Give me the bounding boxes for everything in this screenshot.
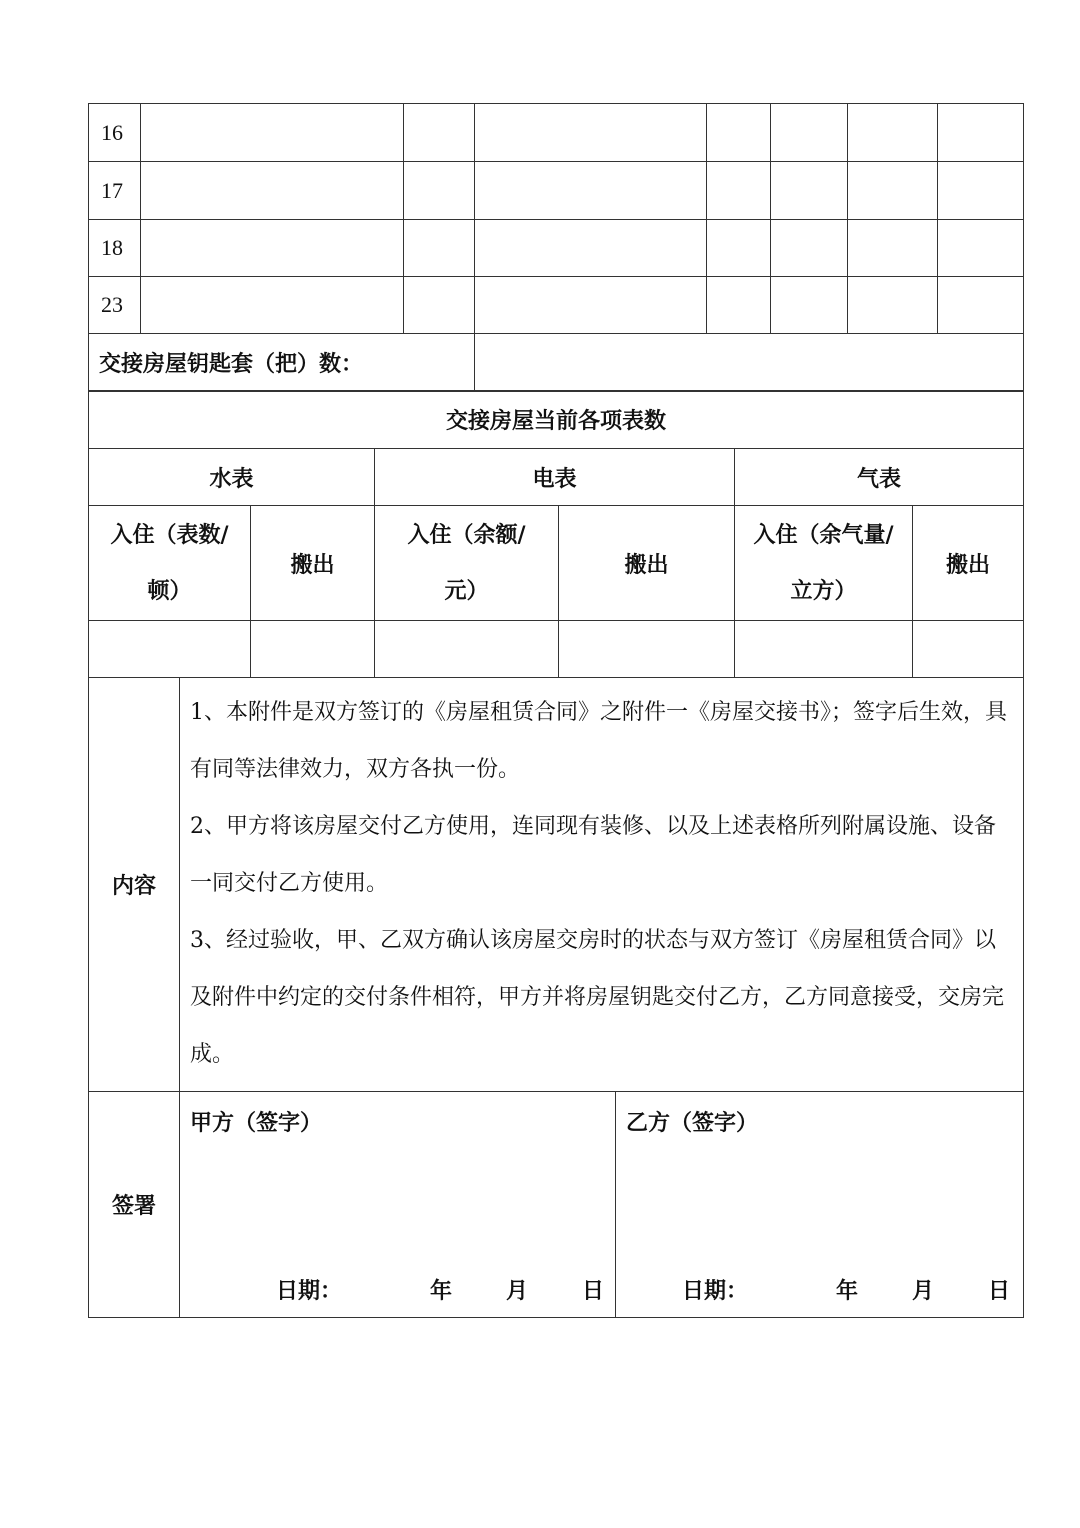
item-cell[interactable]: [475, 104, 707, 162]
row-number: 17: [89, 162, 141, 220]
keys-row: [89, 334, 1024, 392]
content-paragraph-3: 3、经过验收，甲、乙双方确认该房屋交房时的状态与双方签订《房屋租赁合同》以及附件中约定的交付条件相符，甲方并将房屋钥匙交付乙方，乙方同意接受，交房完成。: [190, 928, 1005, 1067]
electric-in-value[interactable]: [375, 621, 559, 678]
electric-out-header: 搬出: [559, 506, 735, 621]
meters-header-row: [89, 449, 1024, 506]
content-label: 内容: [89, 678, 180, 1092]
water-out-header: 搬出: [251, 506, 375, 621]
party-b-year: 年: [836, 1278, 859, 1304]
keys-label: 交接房屋钥匙套（把）数：: [89, 334, 475, 392]
item-cell[interactable]: [141, 104, 404, 162]
party-b-day: 日: [988, 1278, 1011, 1304]
item-cell[interactable]: [404, 277, 475, 334]
table-row: [89, 104, 1024, 162]
party-a-signature-area[interactable]: [180, 1092, 616, 1318]
item-cell[interactable]: [707, 220, 771, 277]
content-paragraph-2: 2、甲方将该房屋交付乙方使用，连同现有装修、以及上述表格所列附属设施、设备一同交付乙方使用。: [190, 814, 996, 896]
keys-value[interactable]: [475, 334, 1024, 392]
item-cell[interactable]: [141, 277, 404, 334]
party-b-signature-area[interactable]: [616, 1092, 1024, 1318]
item-cell[interactable]: [771, 104, 848, 162]
item-cell[interactable]: [938, 220, 1024, 277]
meters-table: [88, 390, 1024, 678]
gas-out-header: 搬出: [913, 506, 1024, 621]
party-a-year: 年: [430, 1278, 453, 1304]
gas-out-value[interactable]: [913, 621, 1024, 678]
item-cell[interactable]: [938, 104, 1024, 162]
item-cell[interactable]: [475, 162, 707, 220]
item-cell[interactable]: [707, 162, 771, 220]
signature-row: [89, 1092, 1024, 1318]
electric-in-header-line1: 入住（余额/: [407, 522, 526, 548]
water-in-value[interactable]: [89, 621, 251, 678]
party-b-title: 乙方（签字）: [626, 1110, 759, 1136]
table-row: [89, 220, 1024, 277]
row-number: 16: [89, 104, 141, 162]
party-a-title: 甲方（签字）: [190, 1110, 323, 1136]
meters-subheader-row: [89, 506, 1024, 621]
item-cell[interactable]: [141, 162, 404, 220]
item-cell[interactable]: [938, 162, 1024, 220]
table-row: [89, 162, 1024, 220]
item-cell[interactable]: [938, 277, 1024, 334]
electric-meter-header: 电表: [375, 449, 735, 506]
content-body: [180, 678, 1024, 1092]
item-cell[interactable]: [848, 220, 938, 277]
water-in-header-line1: 入住（表数/: [110, 522, 229, 548]
items-table-block: [88, 103, 1023, 392]
water-in-header-line2: 顿）: [147, 578, 192, 604]
electric-in-header: [375, 506, 559, 621]
gas-in-header-line2: 立方）: [790, 578, 857, 604]
water-in-header: [89, 506, 251, 621]
table-row: [89, 277, 1024, 334]
party-a-month: 月: [506, 1278, 529, 1304]
item-cell[interactable]: [707, 104, 771, 162]
signature-label: 签署: [89, 1092, 180, 1318]
gas-in-value[interactable]: [735, 621, 913, 678]
item-cell[interactable]: [707, 277, 771, 334]
item-cell[interactable]: [475, 220, 707, 277]
item-cell[interactable]: [141, 220, 404, 277]
party-b-month: 月: [912, 1278, 935, 1304]
party-a-date-label: 日期：: [276, 1278, 343, 1304]
content-paragraph-1: 1、本附件是双方签订的《房屋租赁合同》之附件一《房屋交接书》；签字后生效，具有同等法律效力，双方各执一份。: [190, 700, 1007, 782]
items-table: [88, 103, 1024, 392]
electric-out-value[interactable]: [559, 621, 735, 678]
item-cell[interactable]: [404, 162, 475, 220]
item-cell[interactable]: [404, 104, 475, 162]
meters-value-row: [89, 621, 1024, 678]
item-cell[interactable]: [771, 220, 848, 277]
content-row: [89, 678, 1024, 1092]
row-number: 23: [89, 277, 141, 334]
item-cell[interactable]: [848, 104, 938, 162]
party-a-day: 日: [582, 1278, 605, 1304]
item-cell[interactable]: [771, 162, 848, 220]
terms-table-block: [88, 677, 1023, 1318]
meters-table-block: [88, 390, 1023, 678]
meters-title-row: [89, 391, 1024, 449]
meters-title: 交接房屋当前各项表数: [89, 391, 1024, 449]
gas-meter-header: 气表: [735, 449, 1024, 506]
item-cell[interactable]: [848, 162, 938, 220]
item-cell[interactable]: [475, 277, 707, 334]
party-b-date-label: 日期：: [682, 1278, 749, 1304]
item-cell[interactable]: [404, 220, 475, 277]
terms-table: [88, 677, 1024, 1318]
electric-in-header-line2: 元）: [444, 578, 489, 604]
gas-in-header-line1: 入住（余气量/: [753, 522, 894, 548]
water-meter-header: 水表: [89, 449, 375, 506]
item-cell[interactable]: [848, 277, 938, 334]
item-cell[interactable]: [771, 277, 848, 334]
row-number: 18: [89, 220, 141, 277]
gas-in-header: [735, 506, 913, 621]
water-out-value[interactable]: [251, 621, 375, 678]
